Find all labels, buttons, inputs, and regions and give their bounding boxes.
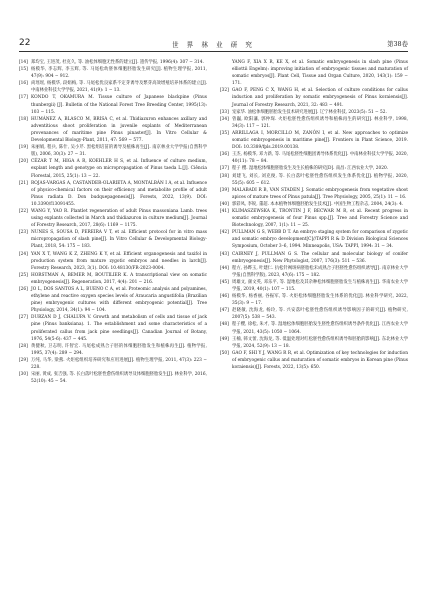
reference-text: KONDO T, OKAMURA M. Tissue culture of Japanese blackpine (Pinus thunbergii) [J]. Bulletin of the National Forest Tree Breeding Center, 1995(13): 103 − 115. [31,95,207,115]
reference-entry [19,272,207,286]
reference-entry [19,314,207,342]
journal-title: 世 界 林 业 研 究 [171,41,256,49]
reference-number: [22] [19,208,28,214]
reference-entry [220,173,408,187]
page-number: 22 [19,38,31,48]
reference-text: WANG Y, YAO R. Plantlet regeneration of adult Pinus massoniana Lamb. trees using explants collected in March and thidiazuron in culture medium[J]. Journal of Forestry Research, 2017, 28(6): 1169 − 1175. [31,208,207,229]
reference-text: 杨模华, 杨香丽, 谷振军, 等. 火炬松体细胞胚胎发生体系的优化[J]. 林业科学研究, 2022, 35(3): 9 − 17. [232,294,408,307]
reference-number: [47] [220,308,229,314]
reference-text: PULLMAN G S, WEBB D T. An embryo staging system for comparison of zygotic and somatic embryo development[C]//TAPPI R & D Division Biological Sciences Symposium, October 3–6, 1994. Minneapolis, USA: TAPPI, 1994: 31 − 34. [232,230,408,250]
reference-entry [19,66,207,80]
reference-entry [220,293,408,307]
reference-text: MALABADI R B, VAN STADEN J. Somatic embryogenesis from vegetative shoot apices of mature trees of Pinus patula[J]. Tree Physiology, 2005, 25(1): 11 − 16. [232,187,408,200]
reference-entry [220,201,408,208]
reference-entry [220,321,408,335]
reference-number: [39] [220,187,229,193]
reference-text: 赵晓敏, 沈海龙, 杨玲, 等. 兴安落叶松胚性愈伤组织诱导影响因子的研究[J]. 植物研究, 2007(5): 538 − 543. [232,308,408,321]
reference-text: GAO F, PENG C X, WANG H, et al. Selection of culture conditions for callus induction and proliferation by somatic embryogenesis of Pinus koraiensis[J]. Journal of Forestry Research, 2021, 32: 483 − 491. [232,88,408,108]
reference-text: 周雄文, 颜文英, 邓乐平, 等. 湿地松及其杂种松体细胞胚胎发生与植株再生[J]. 华南农业大学学报, 2019, 40(1): 107 − 115. [232,279,408,292]
reference-number: [49] [220,336,229,342]
reference-number: [50] [220,350,229,356]
reference-number: [32] [220,88,229,94]
reference-entry [19,251,207,272]
reference-number: [44] [220,265,229,271]
reference-number: [28] [19,343,28,349]
reference-text: ARRILLAGA I, MORCILLO M, ZANÓN I, et al. New approaches to optimize somatic embryogenesis in maritime pine[J]. Frontiers in Plant Science, 2019. DOI: 10.3389/fpls.2019.00138. [232,130,408,151]
reference-entry [220,336,408,350]
reference-entry [220,151,408,165]
reference-text: HORSTMAN A, BEMER M, BOUTILIER K. A transcriptional view on somatic embryogenesis[J]. Regeneration, 2017, 4(4): 201 − 216. [31,272,207,285]
reference-entry [19,208,207,229]
references-left-column [19,59,207,583]
reference-number: [48] [220,322,229,328]
reference-number: [41] [220,208,229,214]
reference-text: JO L, DOS SANTOS A L, BUENO C A, et al. Proteomic analysis and polyamines, ethylene and reactive oxygen species levels of Araucaria angustifolia (Brazilian pine) embryogenic cultures with different embryogenic potential[J]. Tree Physiology, 2014, 34(1): 94 − 104. [31,287,207,314]
reference-number: [36] [220,152,229,158]
reference-number: [30] [19,372,28,378]
reference-text: 杨模华, 李志辉, 李玉辉, 等. 马尾松幼胚体细胞胚胎发生研究[J]. 植物生理学报, 2011, 47(9): 904 − 912. [31,67,207,80]
reference-number: [43] [220,251,229,257]
reference-entry [220,130,408,151]
reference-number: [20] [19,159,28,165]
reference-entry [220,265,408,279]
reference-entry [19,229,207,250]
reference-number: [16] [19,81,28,87]
reference-entry [220,229,408,250]
reference-entry [19,371,207,385]
reference-entry [19,80,207,94]
reference-text: CÉZAR T M, HIGA A R, KOEHLER H S, et al. Influence of culture medium, explant length and genotype on micropropagation of Pinus taeda L.[J]. Ciência Florestal, 2015, 25(1): 13 − 22. [31,159,207,179]
reference-text: 程方, 孙晔玉, 叶建仁. 抗松针褐斑病胚胎松未成熟合子胚胚性愈伤组织诱导[J]. 南京林业大学学报(自然科学版), 2023, 47(6): 175 − 182. [232,265,408,278]
reference-entry [19,94,207,115]
reference-entry [220,165,408,172]
reference-number: [42] [220,230,229,236]
reference-entry [220,87,408,108]
reference-text: 朱丽娟, 程兵, 陈什, 吴小芹. 黑松组培苗的诱导及植株再生[J]. 南京林业大学学报(自然科学版), 2006, 30(3): 27 − 31. [31,145,207,158]
reference-number: [27] [19,315,28,321]
reference-entry [19,180,207,208]
reference-text: CAIRNEY J, PULLMAN G S. The cellular and molecular biology of conifer embryogenesis[J]. New Phytologist, 2007, 176(3): 511 − 536. [232,251,408,264]
reference-text: 郭彩凤, 李锐, 董超. 本本植物体细胞胚胎发生技术[J]. 中国生物工程杂志, 2004, 24(3): 4. [232,201,404,207]
reference-entry [220,187,408,201]
reference-text: GAO F, SHI Y J, WANG R R, et al. Optimization of key technologies for induction of embryogenic callus and maturation of somatic embryos in Korean pine (Pinus koraiensis)[J]. Forests, 2022, 13(5): 650. [232,350,408,371]
reference-number: [45] [220,279,229,285]
reference-text: YANG F, XIA X R, KE X, et al. Somatic embryogenesis in slash pine (Pinus elliottii Engelm): improving initiation of embryogenic tissues and maturation of somatic embryos[J]. Plant Cell, Tissue and Organ Culture, 2020, 143(1): 159 − 171. [232,60,408,87]
reference-text: 王楠, 韩文蕾, 沈海龙, 等. 低温处理对红松胚性愈伤组织诱导和胚胎的影响[J]. 东北林业大学学报, 2024, 52(9): 13 − 18. [232,336,408,349]
reference-entry [220,208,408,229]
reference-number: [26] [19,287,28,292]
reference-entry [220,279,408,293]
references-body [19,59,408,583]
reference-entry [19,357,207,371]
reference-entry [220,116,408,130]
running-header [19,38,408,52]
reference-entry [19,158,207,179]
reference-number: [34] [220,116,229,122]
reference-number: [23] [19,230,28,236]
reference-text: 郑均宝, 王进茂, 杜克久, 等. 油松体细胞无性系的建立[J]. 遗传学报, 1996(4): 307 − 314. [31,60,204,65]
reference-text: 黄健秋, 卫志明, 许智宏. 马尾松成熟合子胚的体细胞胚胎发生和植株再生[J]. 植物学报, 1995, 37(4): 289 − 294. [31,343,207,356]
reference-number: [46] [220,294,229,300]
reference-text: KLIMASZEWSKA K, TRONTIN J F, BECWAR M R, et al. Recent progress in somatic embryogenesis of four Pinus spp.[J]. Tree and Forestry Science and Biotechnology, 2007, 1(1): 11 − 25. [232,208,408,229]
reference-text: NUNES S, SOUSA D, PEREIRA V T, et al. Efficient protocol for in vitro mass micropropagation of slash pine[J]. In Vitro Cellular & Developmental Biology-Plant, 2018, 54: 175 − 183. [31,230,207,250]
reference-number: [19] [19,145,28,151]
reference-number: [25] [19,272,28,278]
reference-text: 曾巍, 欧阳藩, 郭仲琛. 火炬松胚性愈伤组织诱导和植株再生的研究[J]. 林业科学, 1998, 34(3): 117 − 121. [232,116,408,129]
reference-number: [24] [19,251,28,257]
reference-number: [15] [19,67,28,73]
reference-entry [220,109,408,116]
reference-text: DURZAN D J, CHALUPA V. Growth and metabolism of cells and tissue of jack pine (Pinus banksiana). 1. The establishment and some characteristics of a proliferated callus from jack pine seedlings[J]. Canadian Journal of Botany, 1976, 54(5-6): 437 − 445. [31,315,207,342]
reference-text: YAN X T, WANG K Z, ZHENG K Y, et al. Efficient organogenesis and taxifol in production system from mature zygotic embryos and needles in larch[J]. Forestry Research, 2023, 3(1). DOI: 10.48130/FR-2023-0004. [31,251,207,271]
reference-number: [37] [220,166,229,172]
reference-number: [14] [19,60,28,65]
references-right-column [220,59,408,583]
reference-number: [21] [19,180,28,186]
reference-number: [18] [19,116,28,122]
reference-entry [19,144,207,158]
reference-text: 刘建飞, 刘长, 刘克俊, 等. 长白落叶松胚性愈伤组织发生体系优化[J]. 植物学报, 2020, 55(5): 605 − 612. [232,173,408,186]
reference-number: [33] [220,109,229,115]
reference-text: 程子樱, 徐松, 朱才, 等. 湿地松体细胞胚胎发生胚性愈伤组织诱导条件优化[J]. 江西农业大学学报, 2021, 43(5): 1050 − 1064. [232,322,408,335]
reference-text: 王杰, 杨模华, 邓力新, 等. 马尾松胚性细胞团诱导体系优化[J]. 中南林业科技大学学报, 2020, 40(11): 78 − 84. [232,152,408,165]
reference-text: 宠家华. 油松体细胞胚胎发生技术研究进展[J]. 辽宁林业科技, 2023(5): 51 − 52. [232,109,387,115]
reference-entry [220,350,408,371]
reference-entry [19,116,207,144]
reference-text: 尚瑶瑶, 杨模华, 段娟梅, 等. 马尾松优良家系不定芽诱导及繁芽高效增殖培养体系的建立[J]. 中南林业科技大学学报, 2021, 41(9): 1 − 13. [31,81,207,94]
reference-entry [220,59,408,87]
reference-text: HUMÁNEZ A, BLASCO M, BRISA C, et al. Thidiazuron enhances axillary and adventitious shoot proliferation in juvenile explants of Mediterranean provenances of maritime pine Pinus pinaster[J]. In Vitro Cellular & Developmental Biology-Plant, 2011, 47: 569 − 577. [31,116,207,144]
reference-number: [38] [220,173,229,179]
volume-label: 第38卷 [387,40,408,48]
reference-entry [19,343,207,357]
reference-entry [19,286,207,314]
reference-text: 万纯, 马华, 梁燕. 火炬松组织培养研究和应用进展[J]. 植物生理学报, 2011, 47(3): 223 − 228. [31,357,207,371]
reference-number: [29] [19,357,28,363]
reference-number: [40] [220,201,229,207]
reference-entry [220,251,408,265]
reference-text: ROJAS-VARGAS A, CASTANDER-OLARIETA A, MONTALBÁN I A, et al. Influence of physico-chemical factors on their efficiency and metabolite profile of adult Pinus radiata D. Don budquepagenesis[J]. Forests, 2022, 13(9). DOI: 10.3390/f13091455. [31,180,207,207]
reference-entry [19,59,207,66]
reference-text: 程子 樱. 湿地松体细胞胚胎发生及生长植株的研究[D]. 南昌: 江西农业大学, 2020. [232,166,389,172]
reference-number: [35] [220,130,229,136]
reference-entry [220,307,408,321]
reference-number: [17] [19,95,28,101]
reference-text: 宋丽, 黄成, 张吉强, 等. 长白落叶松胚性愈伤组织诱导及体细胞胚胎发生[J]. 林业科学, 2016, 52(10): 45 − 54. [31,372,207,385]
